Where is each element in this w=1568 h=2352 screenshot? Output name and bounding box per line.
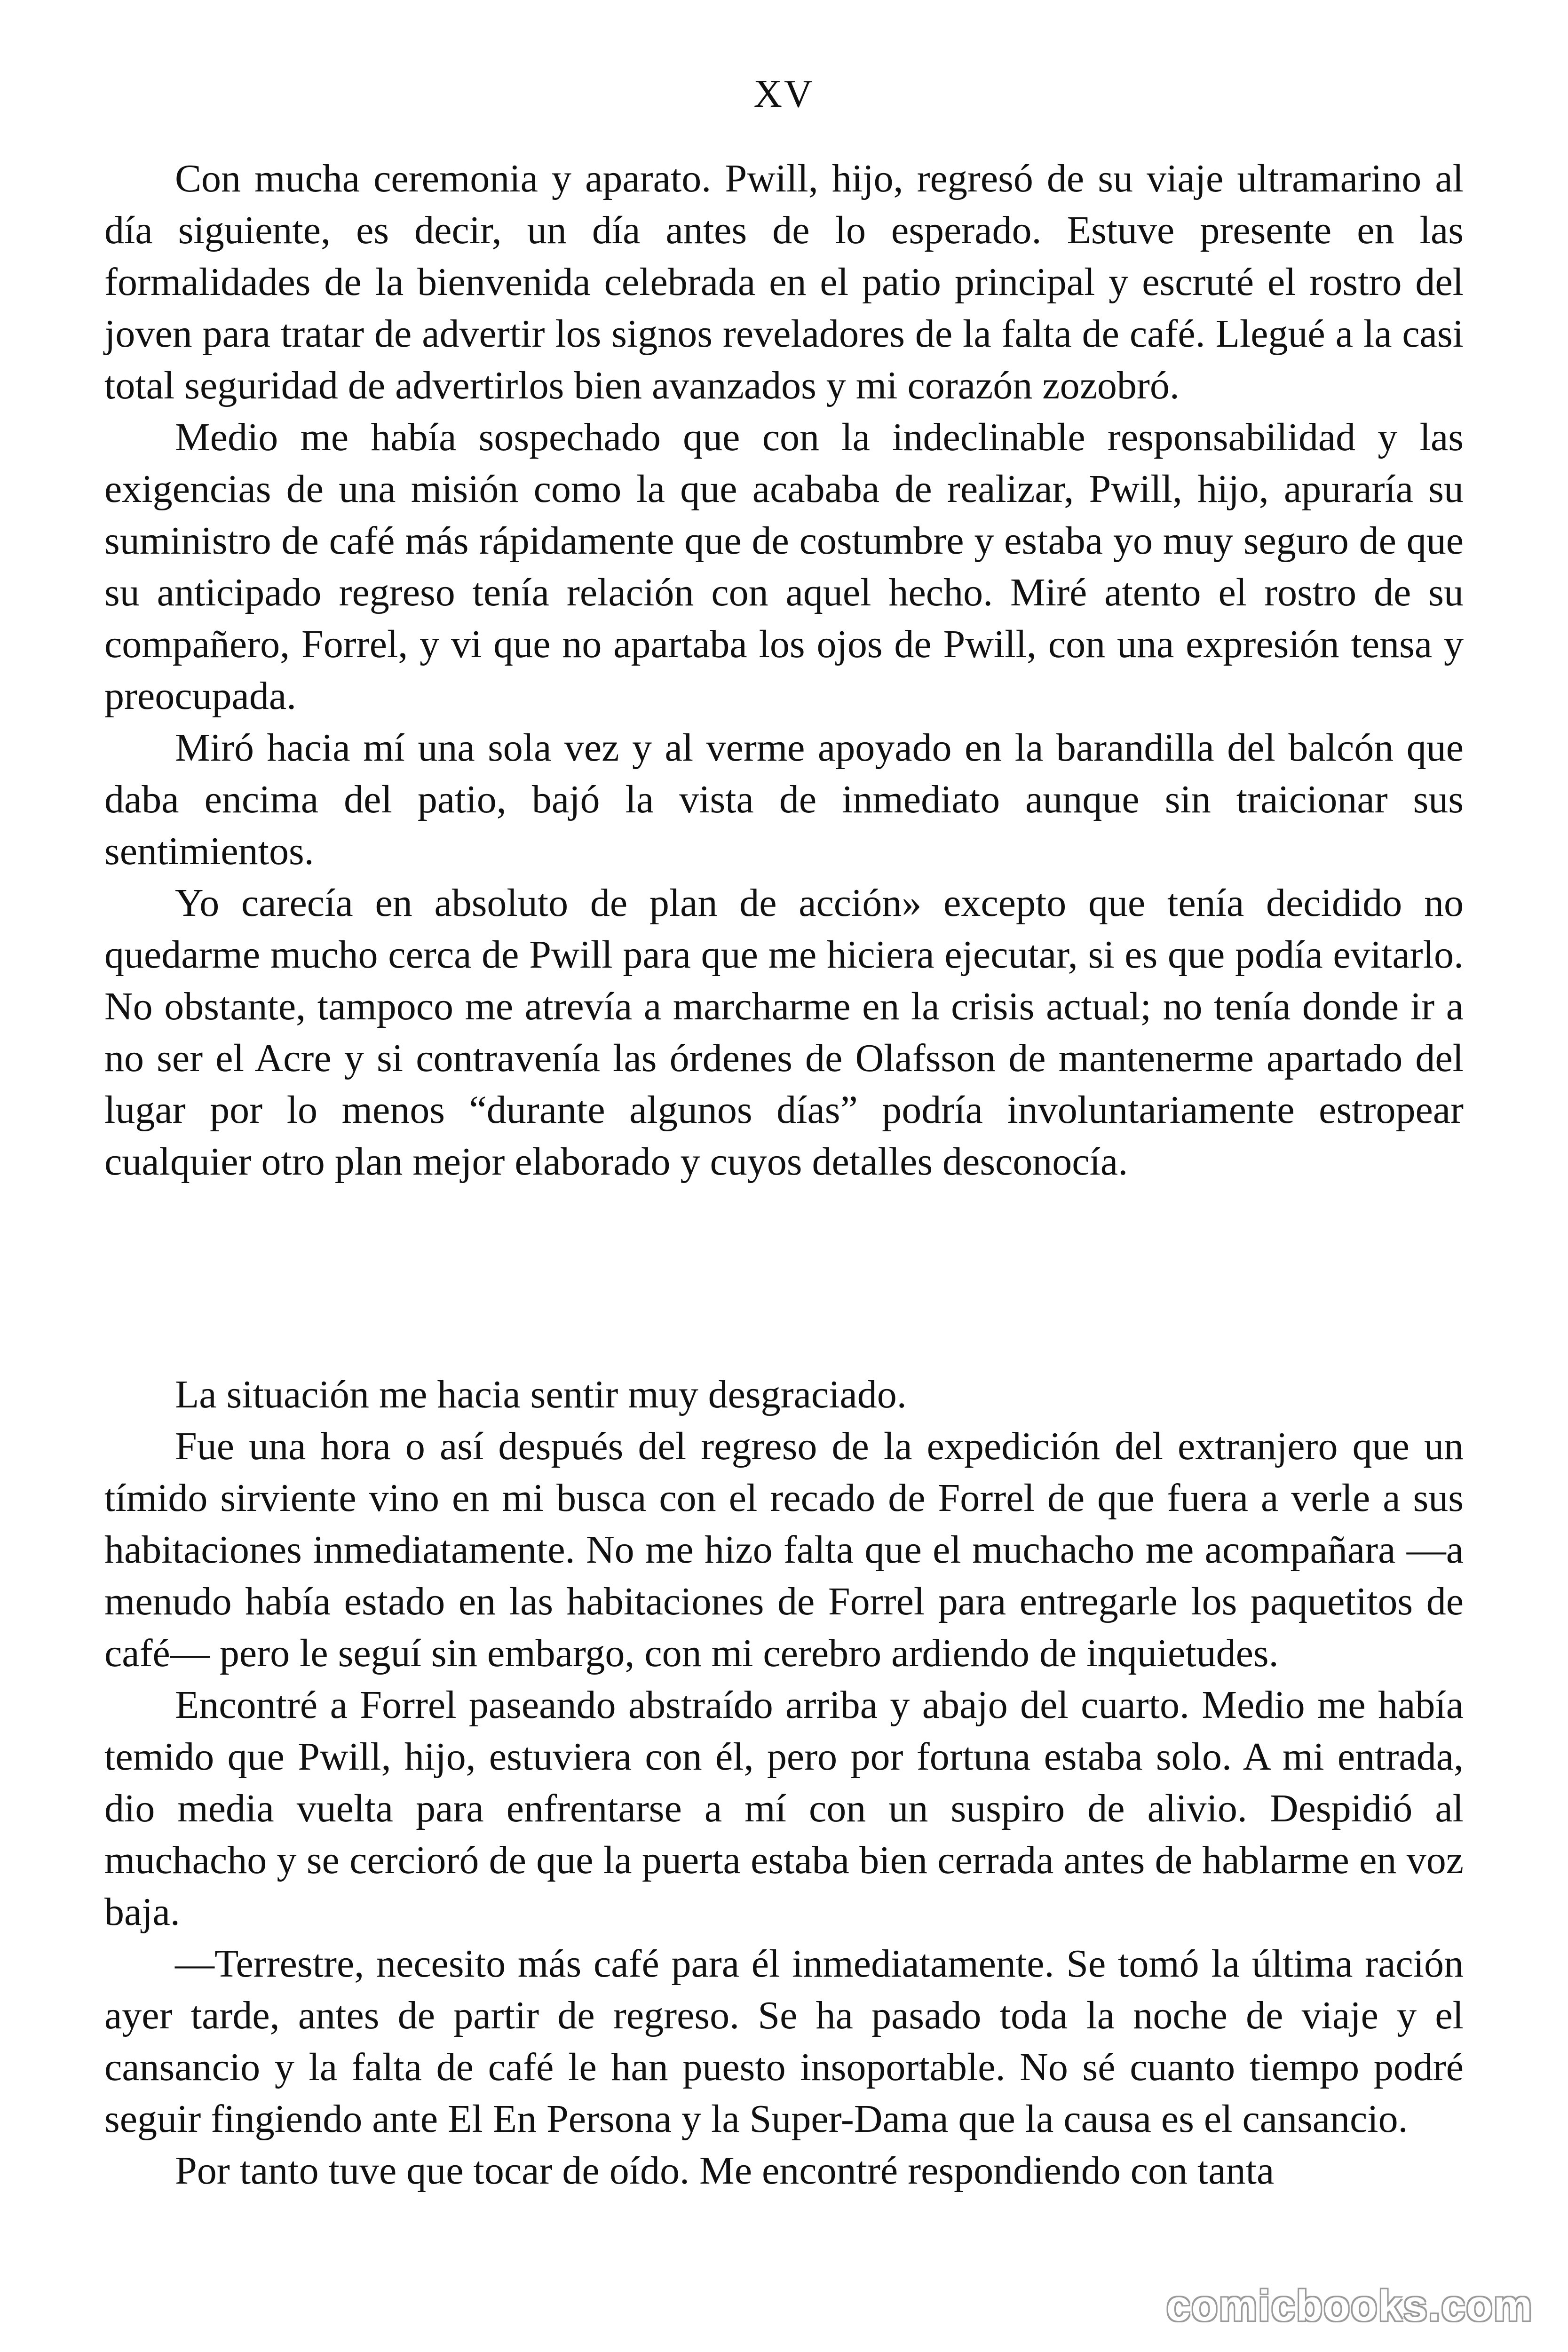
section-1	[104, 153, 1464, 1188]
watermark: comicbooks.com	[1166, 2282, 1533, 2330]
paragraph: Miró hacia mí una sola vez y al verme apoyado en la barandilla del balcón que daba encima del patio, bajó la vista de inmediato aunque sin traicionar sus sentimientos.	[104, 726, 1464, 873]
paragraph: Con mucha ceremonia y aparato. Pwill, hijo, regresó de su viaje ultramarino al día siguiente, es decir, un día antes de lo esperado. Estuve presente en las formalidades de la bienvenida celebrada en el patio principal y escruté el rostro del joven para tratar de advertir los signos reveladores de la falta de café. Llegué a la casi total seguridad de advertirlos bien avanzados y mi corazón zozobró.	[104, 157, 1464, 407]
paragraph: Medio me había sospechado que con la indeclinable responsabilidad y las exigencias de una misión como la que acababa de realizar, Pwill, hijo, apuraría su suministro de café más rápidamente que de costumbre y estaba yo muy seguro de que su anticipado regreso tenía relación con aquel hecho. Miré atento el rostro de su compañero, Forrel, y vi que no apartaba los ojos de Pwill, con una expresión tensa y preocupada.	[104, 415, 1464, 718]
section-2	[104, 1369, 1464, 2197]
chapter-title: XV	[753, 72, 815, 116]
paragraph: Por tanto tuve que tocar de oído. Me encontré respondiendo con tanta	[175, 2149, 1275, 2193]
paragraph: Encontré a Forrel paseando abstraído arriba y abajo del cuarto. Medio me había temido que Pwill, hijo, estuviera con él, pero por fortuna estaba solo. A mi entrada, dio media vuelta para enfrentarse a mí con un suspiro de alivio. Despidió al muchacho y se cercioró de que la puerta estaba bien cerrada antes de hablarme en voz baja.	[104, 1683, 1464, 1934]
paragraph: La situación me hacia sentir muy desgraciado.	[175, 1373, 907, 1416]
paragraph: —Terrestre, necesito más café para él inmediatamente. Se tomó la última ración ayer tarde, antes de partir de regreso. Se ha pasado toda la noche de viaje y el cansancio y la falta de café le han puesto insoportable. No sé cuanto tiempo podré seguir fingiendo ante El En Persona y la Super-Dama que la causa es el cansancio.	[104, 1942, 1464, 2141]
paragraph: Fue una hora o así después del regreso de la expedición del extranjero que un tímido sirviente vino en mi busca con el recado de Forrel de que fuera a verle a sus habitaciones inmediatamente. No me hizo falta que el muchacho me acompañara —a menudo había estado en las habitaciones de Forrel para entregarle los paquetitos de café— pero le seguí sin embargo, con mi cerebro ardiendo de inquietudes.	[104, 1424, 1464, 1675]
paragraph: Yo carecía en absoluto de plan de acción» excepto que tenía decidido no quedarme mucho cerca de Pwill para que me hiciera ejecutar, si es que podía evitarlo. No obstante, tampoco me atrevía a marcharme en la crisis actual; no tenía donde ir a no ser el Acre y si contravenía las órdenes de Olafsson de mantenerme apartado del lugar por lo menos “durante algunos días” podría involuntariamente estropear cualquier otro plan mejor elaborado y cuyos detalles desconocía.	[104, 881, 1464, 1184]
